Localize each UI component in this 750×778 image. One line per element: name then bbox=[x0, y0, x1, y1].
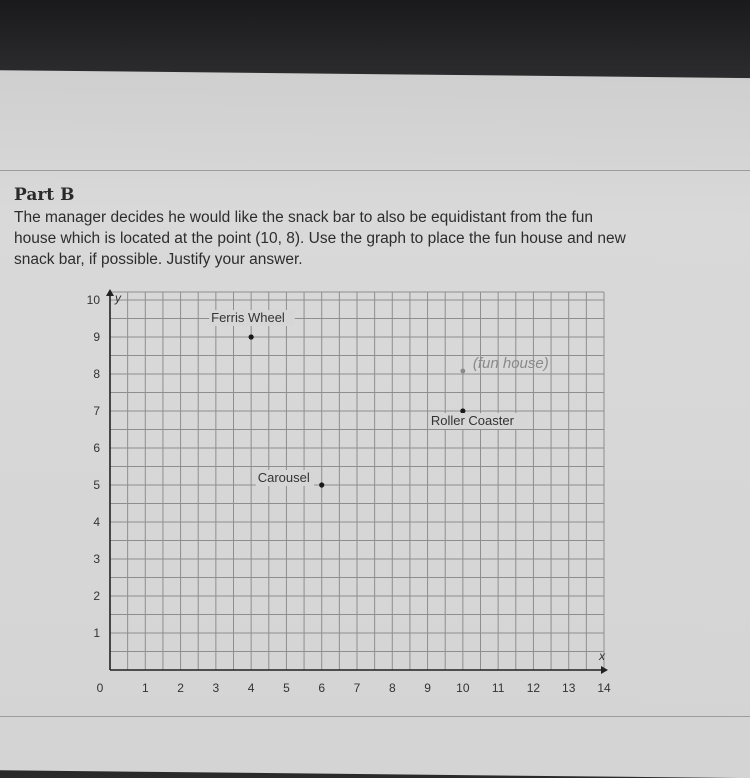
x-tick-label: 5 bbox=[283, 681, 290, 695]
x-tick-label: 4 bbox=[247, 681, 255, 695]
fun-house-marker bbox=[460, 369, 465, 374]
y-tick-label: 10 bbox=[86, 293, 100, 307]
prompt-line-1: The manager decides he would like the snack bar to also be equidistant from the fun bbox=[14, 209, 594, 226]
y-tick-label: 3 bbox=[93, 552, 100, 566]
point-label: Carousel bbox=[257, 470, 310, 485]
x-tick-label: 8 bbox=[388, 681, 396, 695]
y-tick-label: 2 bbox=[93, 589, 100, 603]
x-tick-label: 0 bbox=[96, 681, 104, 695]
y-tick-label: 9 bbox=[93, 330, 100, 344]
y-tick-label: 7 bbox=[93, 404, 100, 418]
x-tick-label: 3 bbox=[212, 681, 220, 695]
y-axis-label: y bbox=[115, 291, 121, 305]
x-tick-label: 14 bbox=[597, 681, 611, 695]
x-tick-label: 6 bbox=[318, 681, 326, 695]
y-tick-label: 6 bbox=[93, 441, 100, 455]
tick-labels bbox=[87, 293, 611, 695]
fun-house-label: (fun house) bbox=[472, 355, 549, 372]
x-tick-label: 1 bbox=[141, 681, 149, 695]
point-label: Roller Coaster bbox=[430, 413, 514, 428]
y-tick-label: 4 bbox=[93, 515, 100, 529]
prompt-line-2: house which is located at the point (10, 8). Use the graph to place the fun house and new bbox=[14, 230, 626, 247]
y-tick-label: 5 bbox=[93, 478, 100, 492]
x-tick-label: 11 bbox=[491, 681, 505, 695]
y-tick-label: 8 bbox=[93, 367, 100, 381]
x-tick-label: 9 bbox=[424, 681, 431, 695]
x-tick-label: 2 bbox=[177, 681, 184, 695]
point-marker bbox=[319, 482, 324, 487]
part-title: Part B bbox=[14, 185, 75, 205]
x-axis-label: x bbox=[599, 649, 605, 663]
point-label: Ferris Wheel bbox=[211, 310, 285, 325]
y-tick-label: 1 bbox=[93, 626, 100, 640]
grid-lines bbox=[110, 292, 604, 670]
x-tick-label: 12 bbox=[526, 681, 541, 695]
x-tick-label: 13 bbox=[562, 681, 576, 695]
x-tick-label: 7 bbox=[353, 681, 361, 695]
x-tick-label: 10 bbox=[456, 681, 470, 695]
prompt-line-3: snack bar, if possible. Justify your answer. bbox=[14, 251, 303, 268]
point-marker bbox=[249, 334, 254, 339]
